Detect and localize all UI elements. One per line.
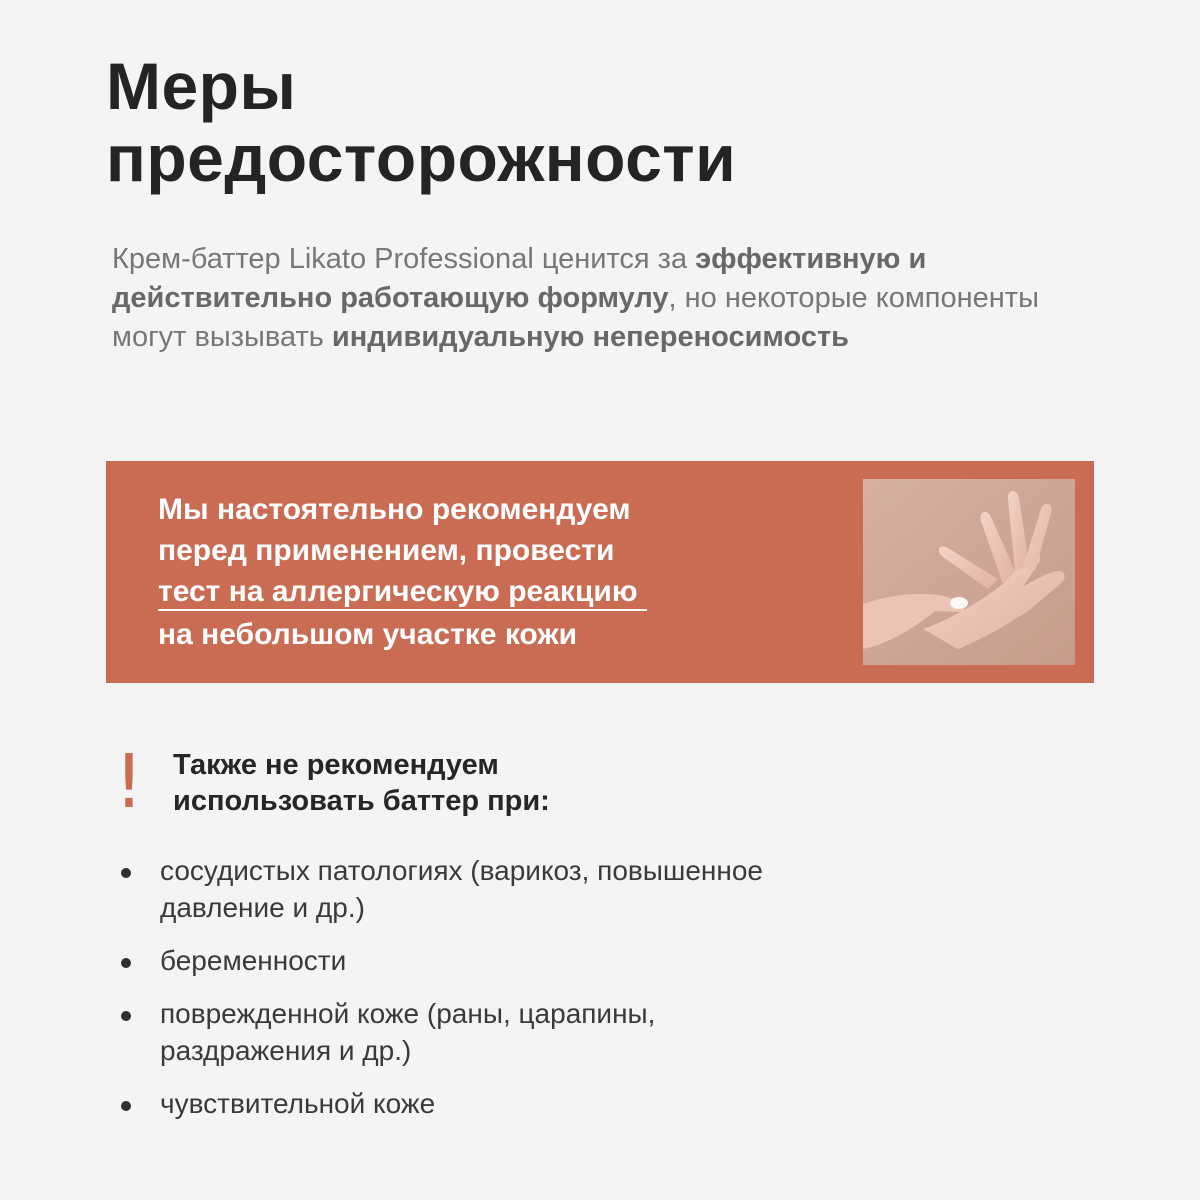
bullet-icon bbox=[121, 1101, 131, 1111]
bullet-icon bbox=[121, 958, 131, 968]
hand-cream-photo bbox=[863, 479, 1075, 665]
list-item-line-2: раздражения и др.) bbox=[160, 1035, 412, 1066]
warning-heading-line-2: использовать баттер при: bbox=[173, 785, 550, 817]
warning-heading bbox=[173, 747, 550, 819]
list-item-line-1: беременности bbox=[160, 945, 347, 976]
bullet-icon bbox=[121, 868, 131, 878]
intro-bold-1: эффективную и действительно работающую формулу bbox=[112, 243, 927, 314]
contraindications-list bbox=[112, 852, 972, 1122]
bullet-icon bbox=[121, 1011, 131, 1021]
intro-text-2: , но некоторые компоненты могут вызывать bbox=[112, 282, 1039, 353]
list-item bbox=[112, 995, 972, 1069]
page-title bbox=[106, 50, 1106, 194]
intro-paragraph bbox=[112, 240, 1072, 357]
allergy-test-link[interactable]: тест на аллергическую реакцию bbox=[158, 575, 647, 611]
list-item bbox=[112, 942, 972, 979]
banner-line-4: на небольшом участке кожи bbox=[158, 618, 578, 651]
list-item bbox=[112, 852, 972, 926]
list-item-line-2: давление и др.) bbox=[160, 892, 365, 923]
page-title-line-2: предосторожности bbox=[106, 121, 737, 195]
list-item bbox=[112, 1085, 972, 1122]
intro-bold-2: индивидуальную непереносимость bbox=[331, 321, 849, 353]
allergy-test-banner bbox=[106, 461, 1094, 683]
banner-text bbox=[158, 489, 798, 655]
warning-exclamation-icon: ! bbox=[114, 739, 144, 825]
banner-line-2: перед применением, провести bbox=[158, 534, 615, 567]
banner-line-1: Мы настоятельно рекомендуем bbox=[158, 493, 631, 526]
warning-heading-line-1: Также не рекомендуем bbox=[173, 749, 499, 781]
list-item-line-1: сосудистых патологиях (варикоз, повышенное bbox=[160, 855, 763, 886]
intro-text-1: Крем-баттер Likato Professional ценится за bbox=[112, 243, 696, 275]
list-item-line-1: чувствительной коже bbox=[160, 1088, 436, 1119]
list-item-line-1: поврежденной коже (раны, царапины, bbox=[160, 998, 656, 1029]
page-title-line-1: Меры bbox=[106, 49, 297, 123]
